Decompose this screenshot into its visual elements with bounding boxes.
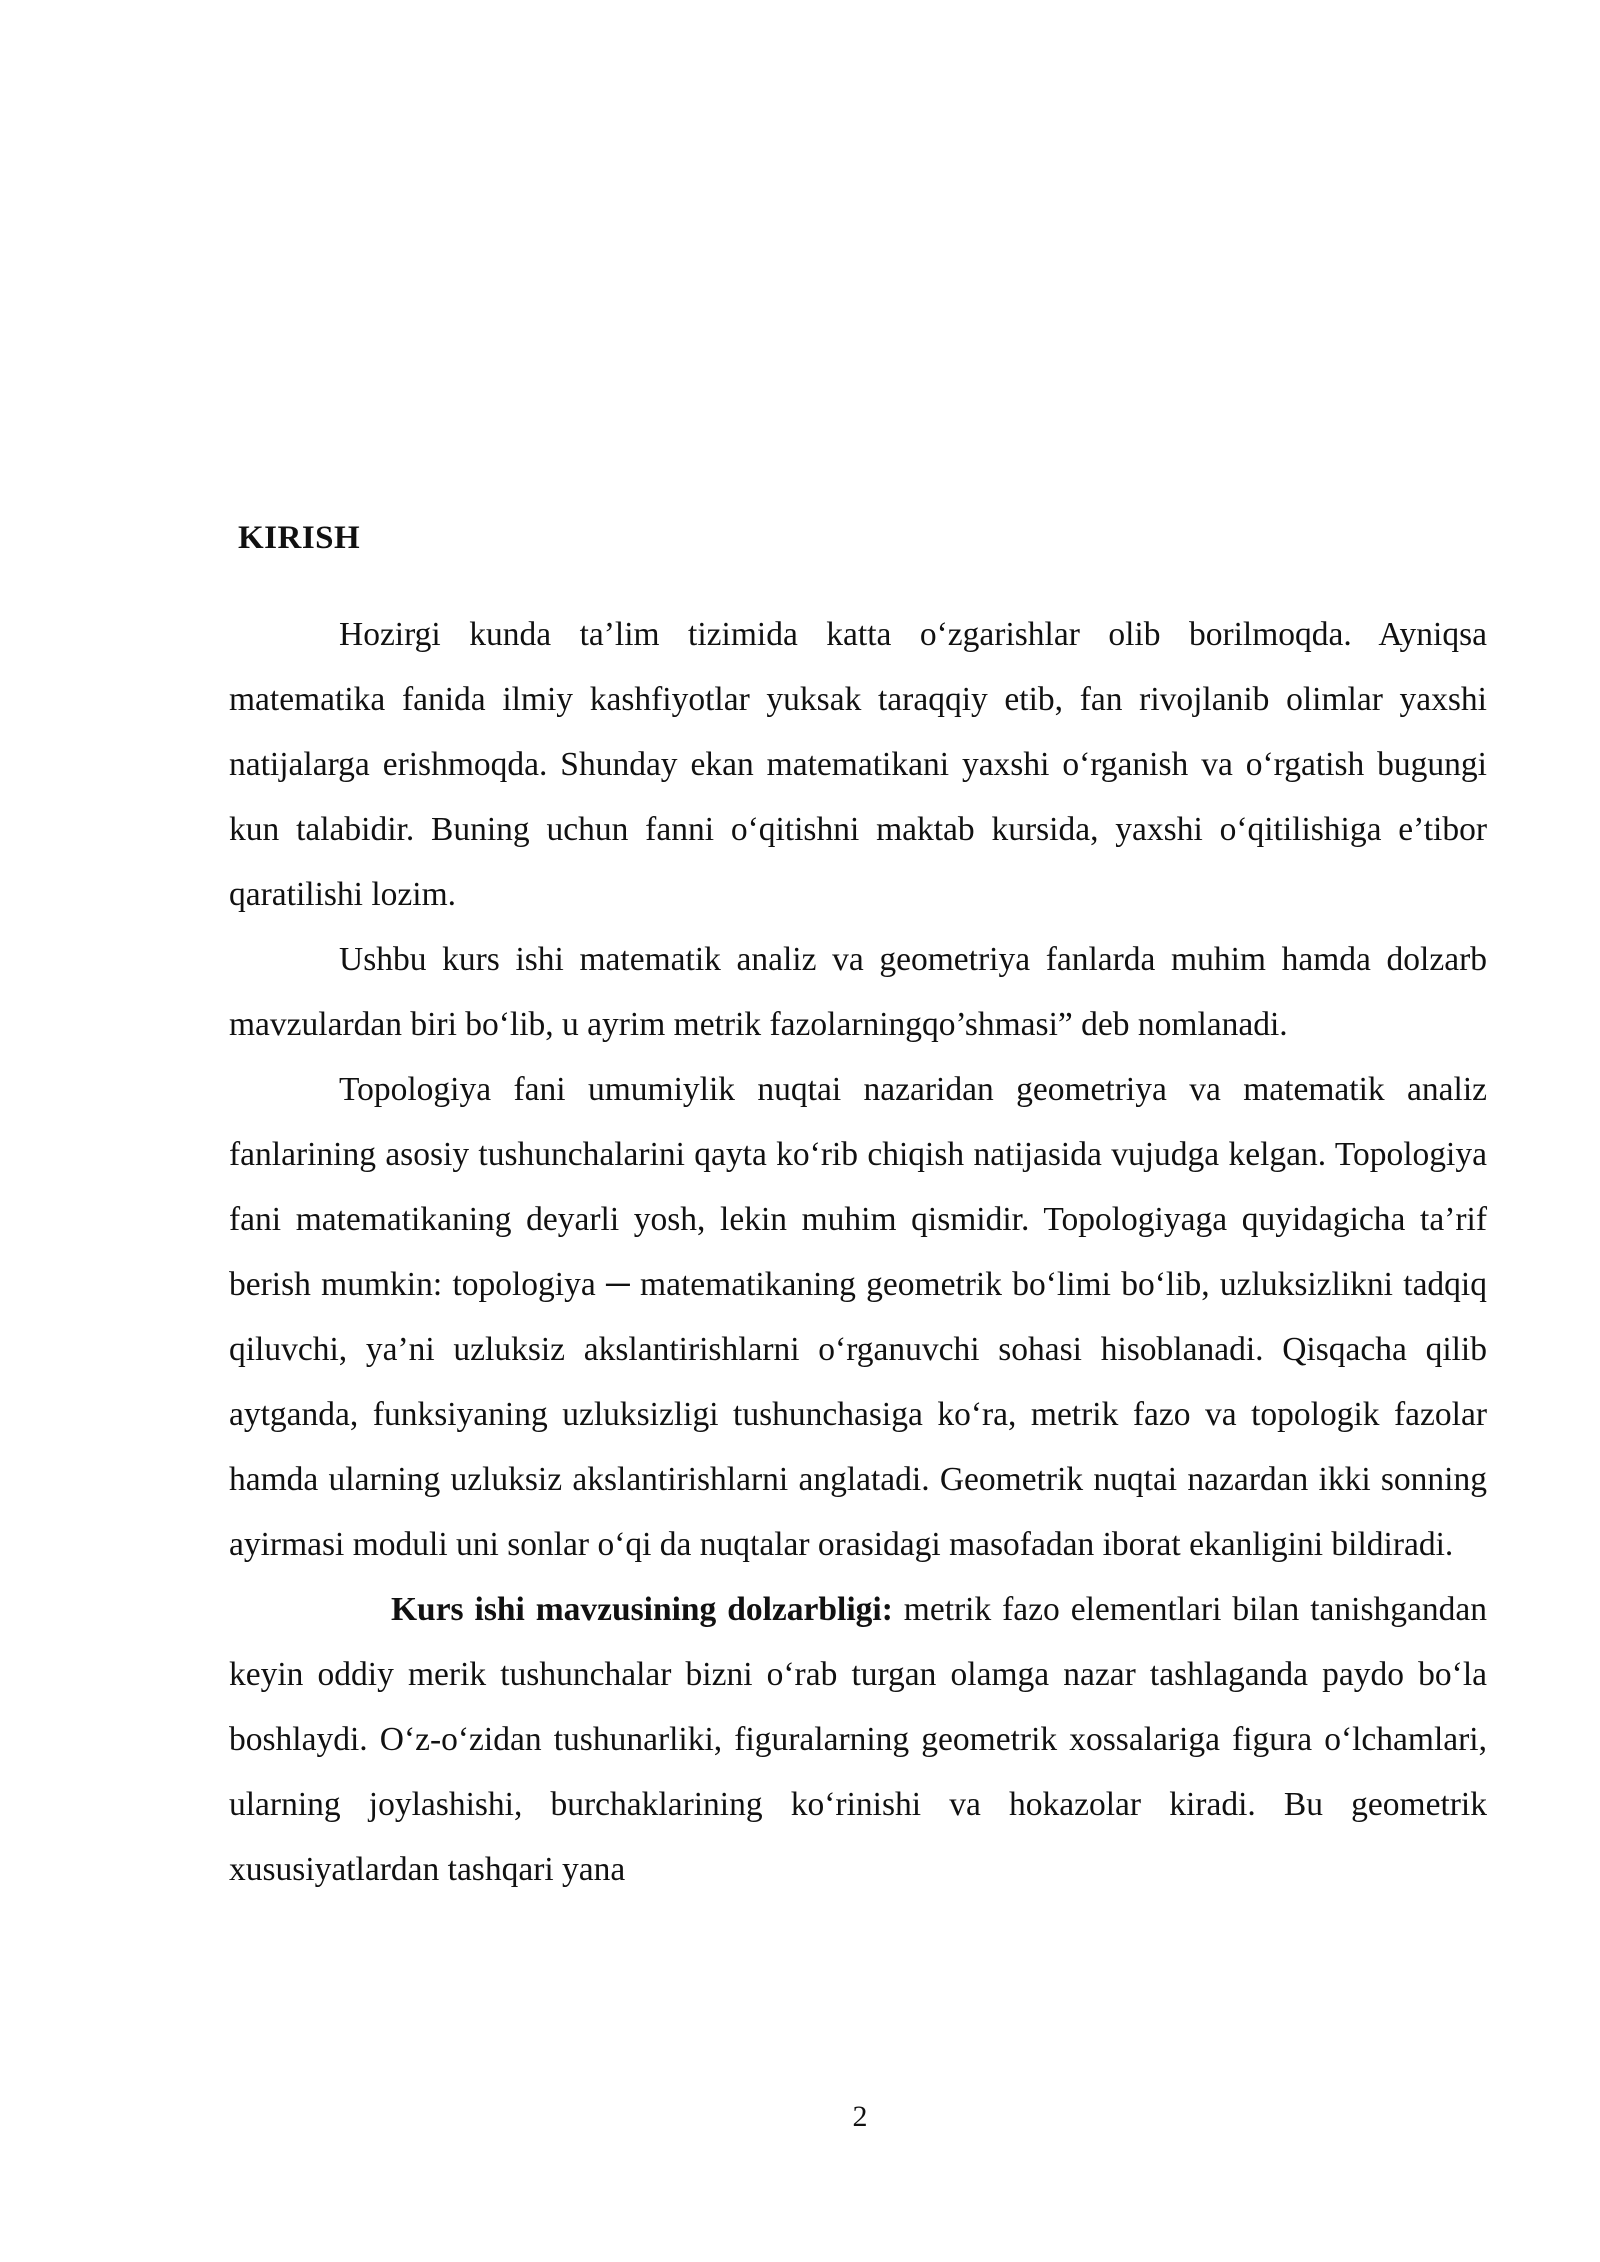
paragraph-course-work — [229, 927, 1487, 1057]
paragraph-relevance — [229, 1577, 1487, 1902]
paragraph-text: metrik fazo elementlari bilan tanishgandan keyin oddiy merik tushunchalar bizni o‘rab turgan olamga nazar tashlaganda paydo bo‘la boshlaydi. O‘z-o‘zidan tushunarliki, figuralarning geometrik xossalariga figura o‘lchamlari, ularning joylashishi, burchaklarining ko‘rinishi va hokazolar kiradi. Bu geometrik xususiyatlardan tashqari yana — [229, 1591, 1487, 1888]
paragraph-text: Ushbu kurs ishi matematik analiz va geometriya fanlarda muhim hamda dolzarb mavzulardan biri bo‘lib, u ayrim metrik fazolarningqo’shmasi” deb nomlanadi. — [229, 941, 1487, 1043]
paragraph-intro — [229, 602, 1487, 927]
paragraph-text: Topologiya fani umumiylik nuqtai nazaridan geometriya va matematik analiz fanlarining asosiy tushunchalarini qayta ko‘rib chiqish natijasida vujudga kelgan. Topologiya fani matematikaning deyarli yosh, lekin muhim qismidir. Topologiyaga quyidagicha ta’rif berish mumkin: topologiya ─ matematikaning geometrik bo‘limi bo‘lib, uzluksizlikni tadqiq qiluvchi, ya’ni uzluksiz akslantirishlarni o‘rganuvchi sohasi hisoblanadi. Qisqacha qilib aytganda, funksiyaning uzluksizligi tushunchasiga ko‘ra, metrik fazo va topologik fazolar hamda ularning uzluksiz akslantirishlarni anglatadi. Geometrik nuqtai nazardan ikki sonning ayirmasi moduli uni sonlar o‘qi da nuqtalar orasidagi masofadan iborat ekanligini bildiradi. — [229, 1071, 1487, 1563]
paragraph-bold-lead: Kurs ishi mavzusining dolzarbligi: — [391, 1591, 893, 1628]
paragraph-text: Hozirgi kunda ta’lim tizimida katta o‘zgarishlar olib borilmoqda. Ayniqsa matematika fanida ilmiy kashfiyotlar yuksak taraqqiy etib, fan rivojlanib olimlar yaxshi natijalarga erishmoqda. Shunday ekan matematikani yaxshi o‘rganish va o‘rgatish bugungi kun talabidir. Buning uchun fanni o‘qitishni maktab kursida, yaxshi o‘qitilishiga e’tibor qaratilishi lozim. — [229, 616, 1487, 913]
page-number: 2 — [852, 2100, 868, 2133]
paragraph-topology — [229, 1057, 1487, 1577]
section-heading: KIRISH — [238, 520, 361, 556]
body-text — [229, 602, 1487, 1902]
